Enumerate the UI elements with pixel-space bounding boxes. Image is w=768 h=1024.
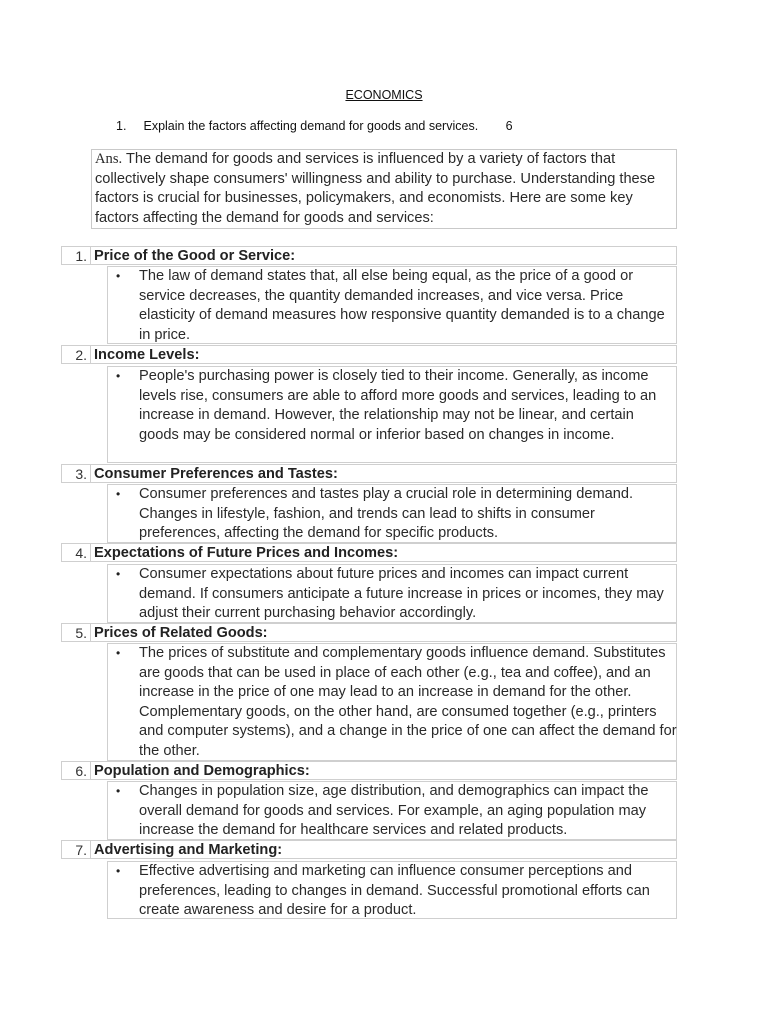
factor-description-text: Changes in population size, age distribution, and demographics can impact the overall demand for goods and services. For example, an aging population may increase the demand for healthcare services and related products.	[139, 783, 649, 839]
factor-description	[107, 366, 677, 463]
answer-label: Ans.	[95, 151, 123, 167]
factor-description	[107, 643, 677, 761]
factor-heading	[61, 246, 677, 265]
factor-description-text: Consumer preferences and tastes play a crucial role in determining demand. Changes in lifestyle, fashion, and trends can lead to shifts in consumer preferences, affecting the demand for specific products.	[139, 486, 634, 542]
factor-heading	[61, 464, 677, 483]
document-title: ECONOMICS	[345, 88, 423, 102]
bullet-icon: •	[116, 864, 121, 878]
answer-intro-box	[91, 149, 677, 229]
factor-number: 1.	[62, 247, 91, 264]
factor-heading-text: Expectations of Future Prices and Incomes:	[94, 545, 399, 561]
factor-description	[107, 484, 677, 543]
factor-description-text: The law of demand states that, all else being equal, as the price of a good or service decreases, the quantity demanded increases, and vice versa. Price elasticity of demand measures how responsive quantity demanded is to a change in price.	[139, 268, 665, 343]
factor-description-text: People's purchasing power is closely tied to their income. Generally, as income levels rise, consumers are able to afford more goods and services, leading to an increase in demand. However, the relationship may not be linear, and certain goods may be considered normal or inferior based on changes in income.	[139, 368, 657, 443]
factor-heading	[61, 840, 677, 859]
factor-description-text: Effective advertising and marketing can influence consumer perceptions and preferences, leading to changes in demand. Successful promotional efforts can create awareness and desire for a product.	[139, 863, 650, 919]
factor-heading	[61, 543, 677, 562]
factor-heading-text: Consumer Preferences and Tastes:	[94, 466, 338, 482]
answer-intro-text: The demand for goods and services is influenced by a variety of factors that collectively shape consumers' willingness and ability to purchase. Understanding these factors is crucial for businesses, policymakers, and economists. Here are some key factors affecting the demand for goods and services:	[95, 151, 656, 226]
factor-heading-text: Income Levels:	[94, 347, 200, 363]
factor-heading-text: Advertising and Marketing:	[94, 842, 283, 858]
question-number: 1.	[116, 119, 127, 133]
bullet-icon: •	[116, 369, 121, 383]
factor-heading-text: Prices of Related Goods:	[94, 625, 268, 641]
bullet-icon: •	[116, 567, 121, 581]
factor-description	[107, 266, 677, 344]
factor-heading-text: Population and Demographics:	[94, 763, 310, 779]
factor-number: 7.	[62, 841, 91, 858]
factor-heading	[61, 623, 677, 642]
bullet-icon: •	[116, 784, 121, 798]
factor-number: 5.	[62, 624, 91, 641]
factor-description	[107, 861, 677, 919]
factor-number: 6.	[62, 762, 91, 779]
question-text: Explain the factors affecting demand for goods and services.	[143, 119, 479, 133]
question-line	[116, 119, 513, 133]
factor-number: 2.	[62, 346, 91, 363]
factor-description-text: Consumer expectations about future prices and incomes can impact current demand. If consumers anticipate a future increase in prices or incomes, they may adjust their current purchasing behavior accordingly.	[139, 566, 664, 622]
bullet-icon: •	[116, 487, 121, 501]
factor-heading	[61, 761, 677, 780]
question-marks: 6	[505, 119, 513, 133]
factor-description-text: The prices of substitute and complementary goods influence demand. Substitutes are goods that can be used in place of each other (e.g., tea and coffee), and an increase in the price of one may lead to an increase in demand for the other. Complementary goods, on the other hand, are consumed together (e.g., printers and computer systems), and a change in the price of one can affect the demand for the other.	[139, 645, 677, 759]
factor-description	[107, 564, 677, 623]
bullet-icon: •	[116, 646, 121, 660]
factor-heading-text: Price of the Good or Service:	[94, 248, 296, 264]
bullet-icon: •	[116, 269, 121, 283]
factor-number: 4.	[62, 544, 91, 561]
factor-description	[107, 781, 677, 840]
factor-number: 3.	[62, 465, 91, 482]
factor-heading	[61, 345, 677, 364]
